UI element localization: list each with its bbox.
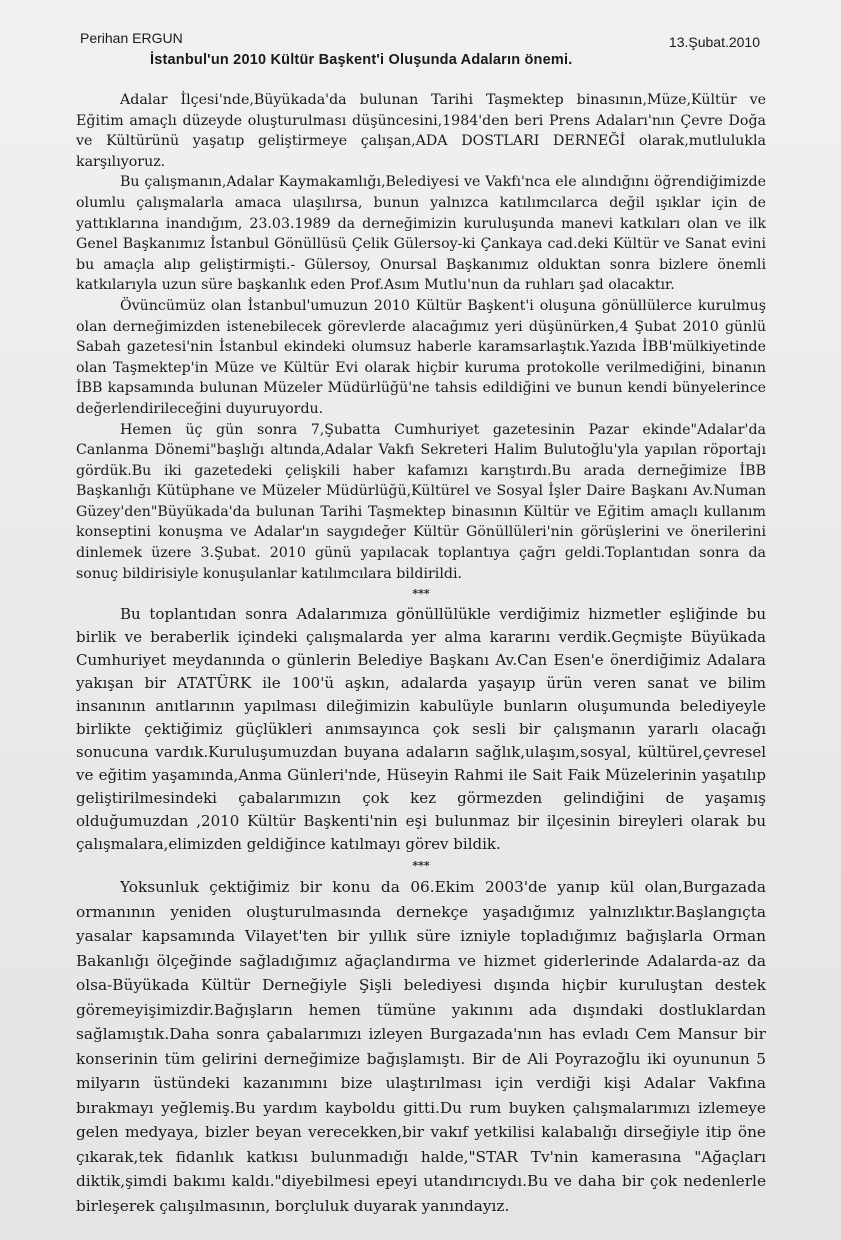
section-separator-2: ***	[412, 859, 430, 873]
paragraph-5: Bu toplantıdan sonra Adalarımıza gönüllülükle verdiğimiz hizmetler eşliğinde bu birlik ve beraberlik içindeki çalışmalarda yer alma kararını verdik.Geçmişte Büyükada Cumhuriyet meydanında o günlerin Belediye Başkanı Av.Can Esen'e önerdiğimiz Adalara yakışan bir ATATÜRK ile 100'ü aşkın, adalarda yaşayıp ürün veren sanat ve bilim insanının anıtlarının yapılması dileğimizin kabulüyle bunların oluşumunda belediyeyle birlikte çektiğimiz güçlükleri anımsayınca çok sesli bir çalışmanın yararlı olacağı sonucuna vardık.Kuruluşumuzdan buyana adaların sağlık,ulaşım,sosyal, kültürel,çevresel ve eğitim yaşamında,Anma Günleri'nde, Hüseyin Rahmi ile Sait Faik Müzelerinin yaşatılıp geliştirilmesindeki çabalarımızın çok kez görmezden gelindiğini de yaşamış olduğumuzdan ,2010 Kültür Başkenti'nin eşi bulunmaz bir ilçesinin bireyleri olarak bu çalışmalara,elimizden geldiğince katılmayı görev bildik.	[76, 605, 766, 854]
paragraph-3: Övüncümüz olan İstanbul'umuzun 2010 Kültür Başkent'i oluşuna gönüllülerce kurulmuş olan derneğimizden istenebilecek görevlerde alacağımız yeri düşünürken,4 Şubat 2010 günlü Sabah gazetesi'nin İstanbul ekindeki olumsuz haberle karamsarlaştık.Yazıda İBB'mülkiyetinde olan Taşmektep'in Müze ve Kültür Evi olarak hiçbir kuruma protokolle verilmediğini, binanın İBB kapsamında bulunan Müzeler Müdürlüğü'ne tahsis edildiğini ve bunun kendi bünyelerince değerlendirileceğini duyuruyordu.	[76, 297, 766, 417]
letter-date: 13.Şubat.2010	[668, 34, 760, 50]
letter-title: İstanbul'un 2010 Kültür Başkent'i Oluşunda Adaların önemi.	[150, 52, 573, 68]
paragraph-4: Hemen üç gün sonra 7,Şubatta Cumhuriyet gazetesinin Pazar ekinde"Adalar'da Canlanma Dönemi"başlığı altında,Adalar Vakfı Sekreteri Halim Bulutoğlu'yla yapılan röportajı gördük.Bu iki gazetedeki çelişkili haber kafamızı karıştırdı.Bu arada derneğimize İBB Başkanlığı Kütüphane ve Müzeler Müdürlüğü,Kültürel ve Sosyal İşler Daire Başkanı Av.Numan Güzey'den"Büyükada'da bulunan Tarihi Taşmektep binasının Kültür ve Eğitim amaçlı kullanım konseptini konuşma ve Adalar'ın saygıdeğer Kültür Gönüllüleri'nin görüşlerini ve önerilerini dinlemek üzere 3.Şubat. 2010 günü yapılacak toplantıya çağrı geldi.Toplantıdan sonra da sonuç bildirisiyle konuşulanlar katılımcılara bildirildi.	[76, 421, 766, 582]
paragraph-1: Adalar İlçesi'nde,Büyükada'da bulunan Tarihi Taşmektep binasının,Müze,Kültür ve Eğitim amaçlı düzeyde oluşturulması düşüncesini,1984'den beri Prens Adaları'nın Çevre Doğa ve Kültürünü yaşatıp geliştirmeye çalışan,ADA DOSTLARI DERNEĞİ olarak,mutlulukla karşılıyoruz.	[76, 92, 766, 170]
paragraph-6: Yoksunluk çektiğimiz bir konu da 06.Ekim 2003'de yanıp kül olan,Burgazada ormanının yeniden oluşturulmasında dernekçe yaşadığımız yalnızlıktır.Başlangıçta yasalar kapsamında Vilayet'ten bir yıllık süre izniyle topladığımız bağışlarla Orman Bakanlığı ölçeğinde sağladığımız ağaçlandırma ve hizmet giderlerinde Adalarda-az da olsa-Büyükada Kültür Derneğiyle Şişli belediyesi dışında hiçbir kuruluştan destek göremeyişimizdir.Bağışların hemen tümüne yakınını ada dışındaki dostluklardan sağlamıştık.Daha sonra çabalarımızı izleyen Burgazada'nın has evladı Cem Mansur bir konserinin tüm gelirini derneğimize bağışlamıştı. Bir de Ali Poyrazoğlu iki oyununun 5 milyarın üstündeki kazanımını bize ulaştırılması için verdiği kişi Adalar Vakfına bırakmayı yeğlemiş.Bu yardım kayboldu gitti.Du rum buyken çalışmalarımızı izlemeye gelen medyaya, bizler beyan verecekken,bir vakıf yetkilisi kalabalığı dirseğiyle itip öne çıkarak,tek fidanlık katkısı bulunmadığı halde,"STAR Tv'nin kamerasına "Ağaçları diktik,şimdi bakımı kaldı."diyebilmesi epeyi utandırıcıydı.Bu ve daha bir çok nedenlerle birleşerek çalışılmasının, borçluluk duyarak yanındayız.	[76, 878, 766, 1215]
section-separator-1: ***	[412, 587, 430, 601]
paragraph-2: Bu çalışmanın,Adalar Kaymakamlığı,Belediyesi ve Vakfı'nca ele alındığını öğrendiğimizde olumlu çalışmalarla amaca ulaşılırsa, bunun yalnızca katılımcılarca değil ışıklar için de yattıklarına inandığım, 23.03.1989 da derneğimizin kuruluşunda manevi katkıları olan ve ilk Genel Başkanımız İstanbul Gönüllüsü Çelik Gülersoy-ki Çankaya cad.deki Kültür ve Sanat evini bu amaçla alıp geliştirmişti.- Gülersoy, Onursal Başkanımız olduktan sonra bizlere önemli katkılarıyla uzun süre başkanlık eden Prof.Asım Mutlu'nun da ruhları şad olacaktır.	[76, 174, 766, 294]
author-name: Perihan ERGUN	[80, 30, 183, 46]
letter-body	[76, 90, 766, 1218]
